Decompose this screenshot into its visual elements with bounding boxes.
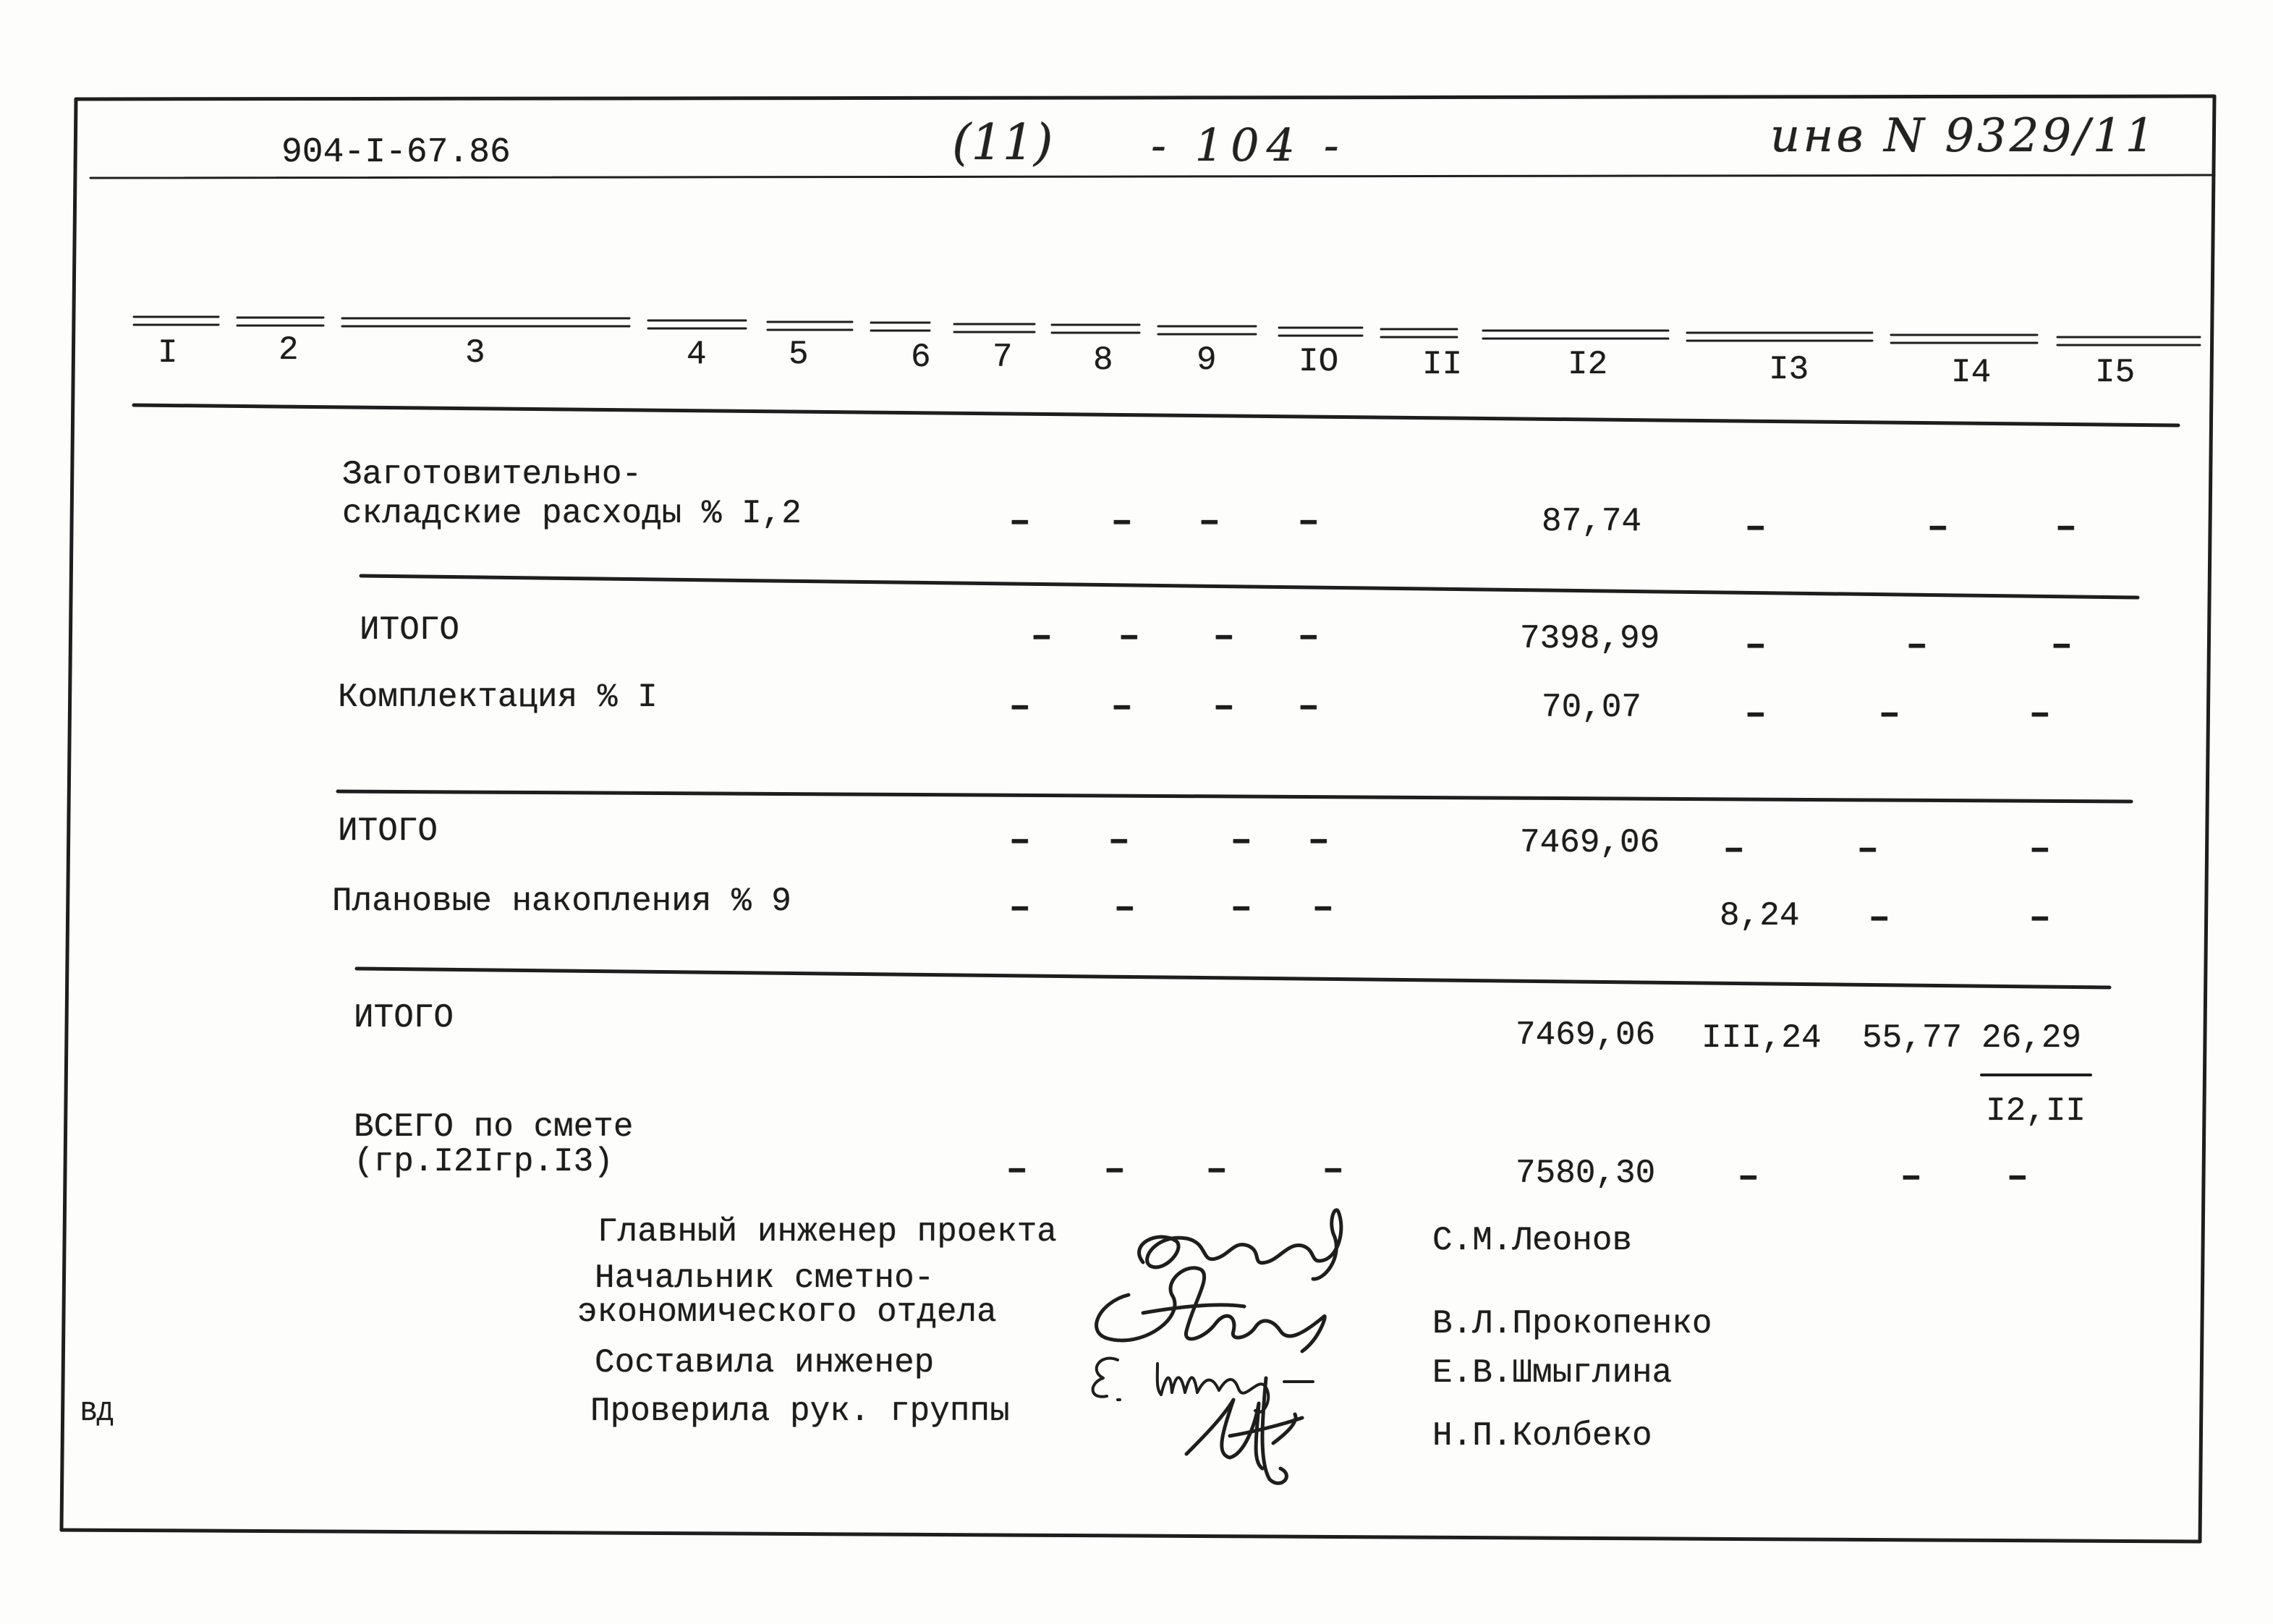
signatory-name: В.Л.Прокопенко (1432, 1305, 1712, 1343)
cell-col-14: - (1900, 627, 1934, 665)
cell-col-7: - (1003, 503, 1037, 541)
column-number: 4 (687, 336, 707, 373)
row-label: складские расходы % I,2 (342, 495, 802, 532)
cell-col-7: - (1024, 618, 1059, 656)
cell-col-8: - (1102, 822, 1136, 860)
cell-col-7: - (1003, 822, 1037, 860)
signatory-name: Н.П.Колбеко (1432, 1417, 1652, 1455)
inventory-number: инв N 9329/11 (1770, 109, 2158, 163)
column-number: I3 (1769, 351, 1809, 388)
cell-col-10: - (1316, 1152, 1351, 1189)
column-number: 6 (911, 339, 931, 376)
column-number: 7 (993, 339, 1013, 376)
cell-col-13: - (1717, 831, 1751, 869)
cell-col-9: - (1224, 890, 1259, 927)
cell-col-10: - (1291, 503, 1326, 541)
column-header-bottom-rule (134, 405, 2178, 425)
row-label: Заготовительно- (342, 456, 642, 493)
column-number: 8 (1093, 341, 1113, 379)
column-number: I (158, 334, 178, 372)
cell-col-13: - (1731, 1159, 1766, 1196)
document-code: 904-I-67.86 (281, 133, 511, 172)
cell-col-13: - (1738, 509, 1773, 547)
row-label: Плановые накопления % 9 (332, 883, 791, 920)
cell-col-14: - (1872, 696, 1907, 734)
cell-col-13: - (1738, 627, 1773, 665)
signatory-name: Е.В.Шмыглина (1432, 1354, 1673, 1392)
cell-col-15: - (2000, 1159, 2035, 1196)
cell-col-8: - (1112, 618, 1147, 656)
row-rule-1 (361, 576, 2138, 598)
cell-col-9: - (1207, 689, 1241, 726)
cell-col-12: 70,07 (1542, 689, 1642, 726)
frame-right-border (2200, 96, 2214, 1542)
cell-col-8: - (1108, 890, 1142, 927)
cell-col-15: - (2023, 696, 2057, 734)
cell-col-8: - (1105, 503, 1139, 541)
frame-bottom-border (61, 1530, 2200, 1542)
cell-col-15-denominator: I2,II (1986, 1092, 2086, 1130)
cell-col-9: - (1207, 618, 1241, 656)
column-number: I2 (1568, 346, 1608, 383)
sheet-number: (11) (952, 114, 1053, 171)
cell-col-12: 7398,99 (1520, 620, 1660, 658)
signatory-title: Составила инженер (595, 1344, 935, 1382)
signature-compiler (1093, 1359, 1313, 1413)
page-number: - 104 - (1151, 119, 1346, 171)
cell-col-14: - (1851, 831, 1885, 869)
column-header-double-rules (134, 317, 2200, 345)
row-label: ИТОГО (354, 999, 454, 1037)
cell-col-15: - (2044, 627, 2079, 665)
cell-col-12: 7469,06 (1516, 1016, 1656, 1054)
column-number: IO (1299, 343, 1339, 381)
frame-top-border (76, 96, 2214, 99)
row-label: Комплектация % I (338, 679, 658, 716)
column-number: I5 (2095, 354, 2136, 391)
row-label: ИТОГО (338, 812, 438, 850)
column-number: I4 (1951, 354, 1992, 391)
column-number: 3 (465, 334, 485, 372)
cell-col-13: III,24 (1701, 1019, 1822, 1057)
column-number: 5 (789, 336, 809, 373)
header-rule (90, 175, 2214, 178)
cell-col-12: 7580,30 (1516, 1155, 1656, 1192)
row-rule-2 (338, 791, 2131, 802)
signatory-title: экономического отдела (577, 1293, 997, 1331)
column-number: 9 (1197, 341, 1217, 379)
row-label: (гр.I2Iгр.I3) (354, 1143, 613, 1181)
cell-col-7: - (1000, 1152, 1034, 1189)
cell-col-15: - (2049, 509, 2083, 547)
cell-col-10: - (1291, 618, 1326, 656)
column-number: 2 (279, 331, 299, 369)
column-number: II (1422, 346, 1463, 383)
row-rule-3 (357, 969, 2110, 987)
cell-col-8: - (1097, 1152, 1132, 1189)
cell-col-15: - (2023, 900, 2057, 938)
cell-col-14: - (1862, 900, 1897, 938)
margin-note: ВД (80, 1398, 114, 1429)
cell-col-14: - (1894, 1159, 1929, 1196)
cell-col-12: 87,74 (1542, 503, 1642, 540)
cell-col-7: - (1003, 890, 1037, 927)
signature-chief-engineer (1139, 1210, 1341, 1279)
cell-col-9: - (1224, 822, 1259, 860)
row-label: ВСЕГО по смете (354, 1108, 634, 1146)
cell-col-13: 8,24 (1720, 897, 1800, 935)
signatory-name: С.М.Леонов (1432, 1222, 1633, 1259)
signature-department-head (1097, 1268, 1325, 1351)
cell-col-10: - (1291, 689, 1326, 726)
cell-col-9: - (1192, 503, 1227, 541)
cell-col-8: - (1105, 689, 1139, 726)
cell-col-9: - (1199, 1152, 1234, 1189)
row-label: ИТОГО (360, 611, 460, 649)
cell-col-14: - (1921, 509, 1955, 547)
cell-col-7: - (1003, 689, 1037, 726)
signatory-title: Начальник сметно- (595, 1259, 935, 1297)
signatory-title: Проверила рук. группы (590, 1393, 1010, 1430)
cell-col-10: - (1306, 890, 1341, 927)
signatory-title: Главный инженер проекта (598, 1213, 1057, 1251)
cell-col-12: 7469,06 (1520, 824, 1660, 862)
cell-col-13: - (1738, 696, 1773, 734)
cell-col-14: 55,77 (1862, 1019, 1963, 1057)
cell-col-15: 26,29 (1981, 1019, 2082, 1057)
cell-col-10: - (1301, 822, 1336, 860)
cell-col-15: - (2023, 831, 2057, 869)
frame-left-border (61, 99, 76, 1530)
